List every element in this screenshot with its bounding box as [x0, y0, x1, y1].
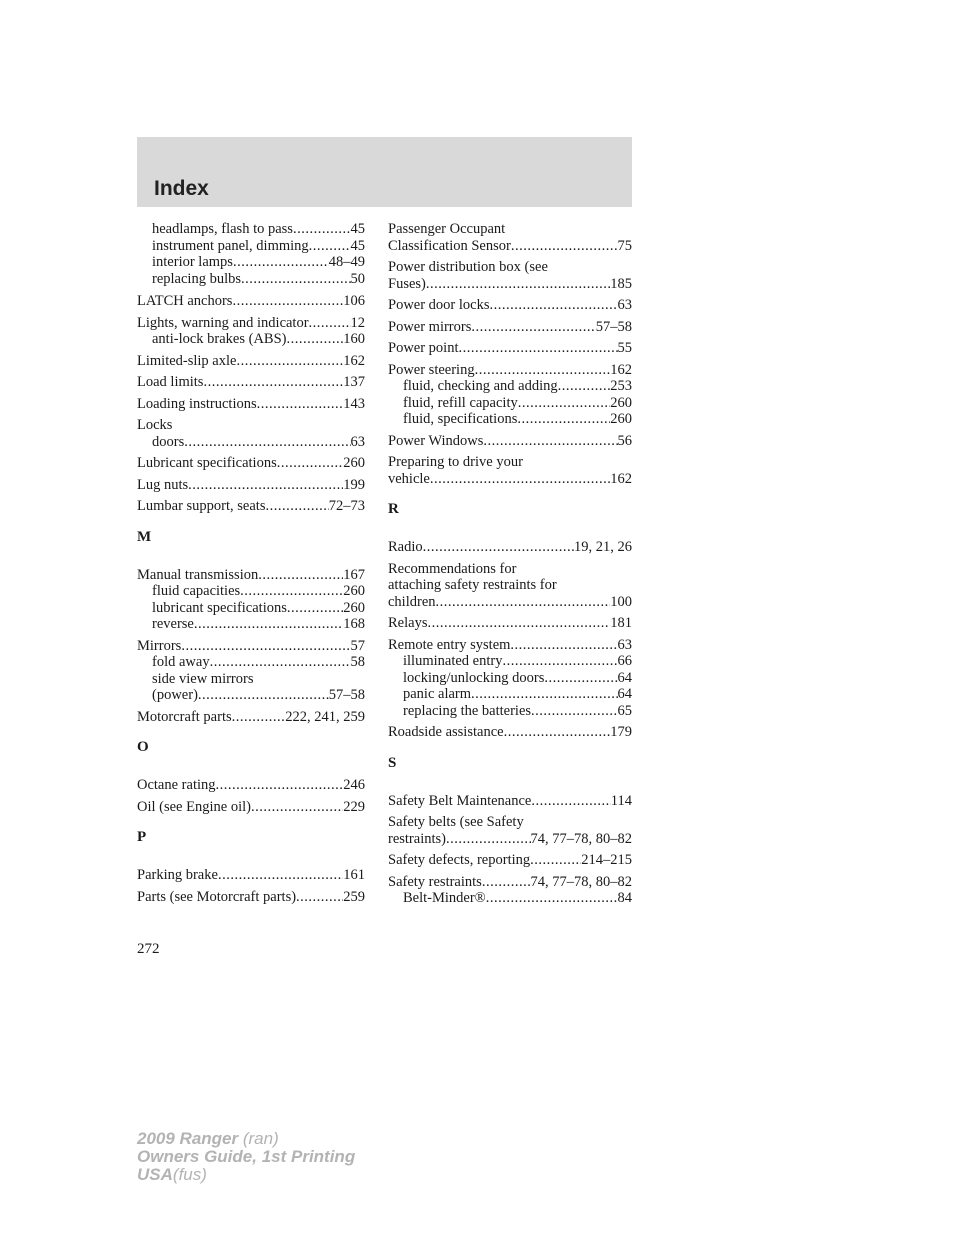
- dot-leader: [216, 777, 344, 794]
- index-page: 64: [617, 686, 632, 702]
- dot-leader: [471, 686, 617, 703]
- index-entry: [388, 637, 632, 720]
- index-row: [137, 498, 365, 515]
- index-subentry: [388, 890, 632, 907]
- index-page: 106: [343, 293, 365, 309]
- index-page: 181: [610, 615, 632, 631]
- index-row: [403, 411, 632, 428]
- index-subentry: [388, 411, 632, 428]
- index-entry: [137, 315, 365, 348]
- index-page: 260: [610, 394, 632, 411]
- index-page: 63: [617, 636, 632, 653]
- dot-leader: [265, 498, 328, 515]
- index-term: fluid, specifications: [403, 411, 518, 427]
- index-page: 57–58: [595, 318, 632, 335]
- header-bar: [137, 137, 632, 207]
- dot-leader: [544, 670, 617, 687]
- index-page: 57: [350, 637, 365, 654]
- index-page: 50: [350, 270, 365, 287]
- index-term: Load limits: [137, 374, 204, 390]
- dot-leader: [184, 434, 350, 451]
- dot-leader: [482, 874, 531, 891]
- dot-leader: [483, 433, 617, 450]
- index-entry: [137, 498, 365, 515]
- footer: [137, 1130, 355, 1184]
- index-term: Power Windows: [388, 432, 484, 449]
- index-term: instrument panel, dimming: [152, 237, 309, 254]
- index-subentry: [388, 670, 632, 687]
- dot-leader: [309, 315, 351, 332]
- dot-leader: [287, 331, 344, 348]
- index-row: [152, 434, 365, 451]
- index-page: 161: [343, 867, 365, 883]
- index-entry: [137, 889, 365, 906]
- index-subentry: [388, 703, 632, 720]
- index-row: [137, 374, 365, 391]
- index-page: 137: [343, 374, 365, 390]
- index-page: 74, 77–78, 80–82: [530, 830, 632, 847]
- dot-leader: [531, 793, 610, 810]
- dot-leader: [293, 221, 351, 238]
- index-page: 143: [343, 395, 365, 412]
- index-term: Lug nuts: [137, 476, 189, 493]
- index-term: Lumbar support, seats: [137, 498, 266, 514]
- dot-leader: [517, 411, 610, 428]
- index-letter-heading: P: [137, 829, 147, 845]
- index-term: Power steering: [388, 361, 475, 378]
- index-row: [152, 687, 365, 704]
- page-number: 272: [137, 941, 160, 957]
- dot-leader: [233, 254, 329, 271]
- index-term-continued: vehicle: [388, 470, 430, 487]
- index-subentry: [137, 331, 365, 348]
- index-entry: [137, 374, 365, 391]
- index-page: 66: [617, 653, 632, 669]
- index-page: 100: [610, 593, 632, 610]
- dot-leader: [296, 889, 343, 906]
- index-term: Relays: [388, 615, 428, 631]
- index-row: [152, 600, 365, 617]
- index-term: Manual transmission: [137, 566, 259, 583]
- index-entry: [137, 709, 365, 726]
- index-row: [388, 874, 632, 891]
- index-term-continued: restraints): [388, 830, 446, 847]
- index-term: Oil (see Engine oil): [137, 798, 251, 815]
- index-row: [152, 616, 365, 633]
- index-term: Parts (see Motorcraft parts): [137, 888, 297, 905]
- index-letter-heading: R: [388, 501, 399, 517]
- index-row: [137, 417, 365, 434]
- index-row: [152, 254, 365, 271]
- index-row: [388, 276, 632, 293]
- dot-leader: [198, 687, 329, 704]
- dot-leader: [426, 276, 610, 293]
- index-row: [388, 539, 632, 556]
- index-page: 162: [343, 352, 365, 369]
- dot-leader: [511, 238, 618, 255]
- index-term: Power mirrors: [388, 318, 472, 335]
- index-term: Limited-slip axle: [137, 352, 237, 369]
- index-page: 45: [350, 237, 365, 254]
- index-row: [137, 889, 365, 906]
- index-page: 58: [350, 654, 365, 670]
- index-entry: [388, 615, 632, 632]
- index-page: 63: [350, 433, 365, 450]
- index-term: Remote entry system: [388, 636, 511, 653]
- dot-leader: [181, 638, 350, 655]
- index-row: [137, 353, 365, 370]
- footer-printing: Owners Guide, 1st Printing: [137, 1147, 356, 1166]
- dot-leader: [510, 637, 617, 654]
- index-entry: [137, 638, 365, 704]
- index-row: [403, 890, 632, 907]
- index-page: 64: [617, 669, 632, 686]
- index-page: 55: [617, 340, 632, 356]
- index-subentry: [388, 378, 632, 395]
- index-entry: [388, 874, 632, 907]
- index-row: [152, 583, 365, 600]
- index-row: [152, 221, 365, 238]
- index-term: Lights, warning and indicator: [137, 314, 309, 331]
- index-row: [403, 686, 632, 703]
- dot-leader: [502, 653, 617, 670]
- index-term-continued: attaching safety restraints for: [388, 577, 557, 593]
- index-entry: [137, 396, 365, 413]
- index-term: LATCH anchors: [137, 293, 233, 309]
- index-term: panic alarm: [403, 686, 472, 702]
- index-row: [403, 395, 632, 412]
- dot-leader: [210, 654, 351, 671]
- index-page: 48–49: [328, 254, 365, 270]
- index-entry: [137, 799, 365, 816]
- index-page: 45: [350, 221, 365, 237]
- index-term: Preparing to drive your: [388, 454, 523, 470]
- index-entry: [137, 777, 365, 794]
- index-page: 222, 241, 259: [285, 708, 365, 725]
- index-row: [403, 670, 632, 687]
- index-term: fluid capacities: [152, 583, 241, 599]
- index-page: 260: [610, 411, 632, 427]
- index-term: Octane rating: [137, 777, 216, 793]
- dot-leader: [240, 583, 343, 600]
- index-page: 246: [343, 777, 365, 793]
- dot-leader: [558, 378, 611, 395]
- index-page: 72–73: [328, 498, 365, 514]
- index-entry: [388, 539, 632, 556]
- index-term: Safety restraints: [388, 873, 482, 890]
- index-term-continued: Fuses): [388, 275, 426, 292]
- index-entry: [137, 567, 365, 633]
- dot-leader: [241, 271, 351, 288]
- index-term: Recommendations for: [388, 560, 517, 577]
- index-row: [137, 567, 365, 584]
- index-term: fluid, checking and adding: [403, 378, 558, 394]
- index-term: Radio: [388, 539, 423, 555]
- index-term: side view mirrors: [152, 670, 254, 687]
- index-term: Roadside assistance: [388, 724, 504, 740]
- index-subentry: [388, 686, 632, 703]
- index-term: Safety belts (see Safety: [388, 814, 524, 830]
- index-row: [137, 396, 365, 413]
- index-entry: [388, 319, 632, 336]
- index-entry: [388, 362, 632, 428]
- index-term: Power distribution box (see: [388, 259, 548, 275]
- index-entry: [137, 417, 365, 450]
- index-row: [388, 319, 632, 336]
- index-page: 162: [610, 470, 632, 487]
- dot-leader: [446, 831, 531, 848]
- index-term: illuminated entry: [403, 653, 503, 669]
- index-entry: [137, 867, 365, 884]
- index-column-right: [388, 221, 632, 912]
- index-row: [388, 852, 632, 869]
- index-row: [388, 433, 632, 450]
- index-entry: [388, 340, 632, 357]
- index-entry: [137, 221, 365, 287]
- index-page: 19, 21, 26: [574, 539, 632, 555]
- dot-leader: [232, 293, 343, 310]
- index-page: 199: [343, 476, 365, 493]
- index-row: [137, 293, 365, 310]
- index-letter-heading: S: [388, 754, 397, 771]
- index-row: [388, 637, 632, 654]
- index-term: replacing the batteries: [403, 702, 532, 719]
- dot-leader: [236, 353, 343, 370]
- index-term: headlamps, flash to pass: [152, 221, 293, 237]
- index-subentry: [137, 654, 365, 671]
- index-term: Passenger Occupant: [388, 221, 506, 237]
- index-page: 75: [617, 237, 632, 254]
- dot-leader: [218, 867, 343, 884]
- dot-leader: [436, 594, 611, 611]
- index-term: Parking brake: [137, 867, 218, 883]
- dot-leader: [430, 471, 610, 488]
- index-term: Locks: [137, 417, 173, 433]
- index-row: [137, 867, 365, 884]
- index-letter-heading: O: [137, 739, 149, 755]
- index-subentry: [388, 395, 632, 412]
- index-page: 12: [350, 314, 365, 331]
- index-term-continued: (power): [152, 687, 198, 703]
- index-row: [137, 315, 365, 332]
- index-row: [388, 615, 632, 632]
- index-subentry: [137, 221, 365, 238]
- dot-leader: [504, 724, 611, 741]
- index-row: [388, 831, 632, 848]
- index-term: locking/unlocking doors: [403, 669, 545, 686]
- index-entry: [388, 259, 632, 292]
- dot-leader: [203, 374, 343, 391]
- index-term: fluid, refill capacity: [403, 394, 518, 411]
- index-column-left: [137, 221, 365, 910]
- index-page: 168: [343, 616, 365, 632]
- index-entry: [137, 293, 365, 310]
- index-row: [388, 297, 632, 314]
- index-row: [137, 799, 365, 816]
- index-row: [388, 724, 632, 741]
- index-page: 63: [617, 297, 632, 313]
- index-subentry: [137, 616, 365, 633]
- index-entry: [388, 454, 632, 487]
- dot-leader: [258, 567, 343, 584]
- dot-leader: [518, 395, 611, 412]
- index-page: 260: [343, 599, 365, 616]
- index-row: [403, 703, 632, 720]
- index-subentry: [137, 271, 365, 288]
- index-term: Motorcraft parts: [137, 708, 232, 725]
- index-row: [137, 455, 365, 472]
- index-row: [152, 238, 365, 255]
- dot-leader: [531, 703, 617, 720]
- index-term: Safety Belt Maintenance: [388, 792, 532, 809]
- index-subentry: [137, 583, 365, 600]
- index-subentry: [137, 238, 365, 255]
- index-subentry: [388, 653, 632, 670]
- index-term: Safety defects, reporting: [388, 852, 531, 868]
- index-term: Power point: [388, 340, 459, 356]
- footer-region: USA: [137, 1165, 173, 1184]
- dot-leader: [188, 477, 343, 494]
- index-letter-heading: M: [137, 528, 152, 545]
- index-entry: [137, 477, 365, 494]
- index-entry: [388, 814, 632, 847]
- index-row: [152, 331, 365, 348]
- index-entry: [388, 724, 632, 741]
- index-row: [388, 340, 632, 357]
- index-row: [137, 709, 365, 726]
- dot-leader: [232, 709, 286, 726]
- index-page: 57–58: [328, 687, 365, 703]
- index-subentry: [137, 434, 365, 451]
- index-page: 260: [343, 583, 365, 599]
- page-title: Index: [154, 177, 209, 200]
- index-term: Power door locks: [388, 297, 490, 313]
- index-term: doors: [152, 433, 185, 450]
- dot-leader: [194, 616, 343, 633]
- dot-leader: [251, 799, 343, 816]
- index-row: [152, 271, 365, 288]
- footer-region-code: (fus): [172, 1165, 207, 1184]
- dot-leader: [257, 396, 344, 413]
- index-row: [388, 471, 632, 488]
- index-row: [137, 638, 365, 655]
- dot-leader: [486, 890, 618, 907]
- index-term: lubricant specifications: [152, 599, 287, 616]
- index-term: Lubricant specifications: [137, 455, 277, 471]
- dot-leader: [427, 615, 610, 632]
- index-entry: [388, 561, 632, 611]
- index-page: 167: [343, 566, 365, 583]
- index-subentry: [137, 254, 365, 271]
- dot-leader: [458, 340, 617, 357]
- index-page: 162: [610, 361, 632, 378]
- dot-leader: [309, 238, 351, 255]
- index-entry: [388, 297, 632, 314]
- dot-leader: [475, 362, 611, 379]
- index-term: replacing bulbs: [152, 270, 241, 287]
- index-entry: [388, 793, 632, 810]
- index-row: [152, 654, 365, 671]
- index-entry: [388, 221, 632, 254]
- index-row: [403, 378, 632, 395]
- index-row: [403, 653, 632, 670]
- index-row: [388, 238, 632, 255]
- index-term: interior lamps: [152, 254, 233, 270]
- index-entry: [388, 852, 632, 869]
- index-term: reverse: [152, 616, 194, 632]
- index-term: Loading instructions: [137, 395, 257, 412]
- footer-model: 2009 Ranger: [137, 1129, 239, 1148]
- index-page: 179: [610, 724, 632, 740]
- dot-leader: [490, 297, 618, 314]
- dot-leader: [530, 852, 581, 869]
- index-term: Belt-Minder®: [403, 890, 486, 906]
- index-page: 253: [610, 378, 632, 394]
- index-term: fold away: [152, 654, 210, 670]
- index-page: 114: [610, 792, 632, 809]
- dot-leader: [423, 539, 574, 556]
- index-page: 74, 77–78, 80–82: [530, 873, 632, 890]
- index-page: 260: [343, 455, 365, 471]
- index-page: 229: [343, 798, 365, 815]
- index-subentry: [137, 600, 365, 617]
- index-term: anti-lock brakes (ABS): [152, 331, 287, 347]
- index-row: [137, 777, 365, 794]
- index-term: Mirrors: [137, 637, 182, 654]
- index-page: 259: [343, 888, 365, 905]
- index-row: [388, 362, 632, 379]
- index-page: 185: [610, 275, 632, 292]
- footer-model-code: (ran): [242, 1129, 279, 1148]
- index-row: [137, 477, 365, 494]
- index-entry: [137, 353, 365, 370]
- index-page: 65: [617, 702, 632, 719]
- index-entry: [388, 433, 632, 450]
- index-row: [388, 594, 632, 611]
- index-page: 84: [617, 890, 632, 906]
- index-term-continued: Classification Sensor: [388, 237, 511, 254]
- index-subentry: [137, 671, 365, 704]
- dot-leader: [287, 600, 343, 617]
- index-page: 56: [617, 432, 632, 449]
- index-entry: [137, 455, 365, 472]
- index-page: 160: [343, 331, 365, 347]
- dot-leader: [277, 455, 344, 472]
- index-row: [388, 793, 632, 810]
- index-term-continued: children: [388, 593, 436, 610]
- dot-leader: [471, 319, 595, 336]
- index-page: 214–215: [581, 852, 632, 868]
